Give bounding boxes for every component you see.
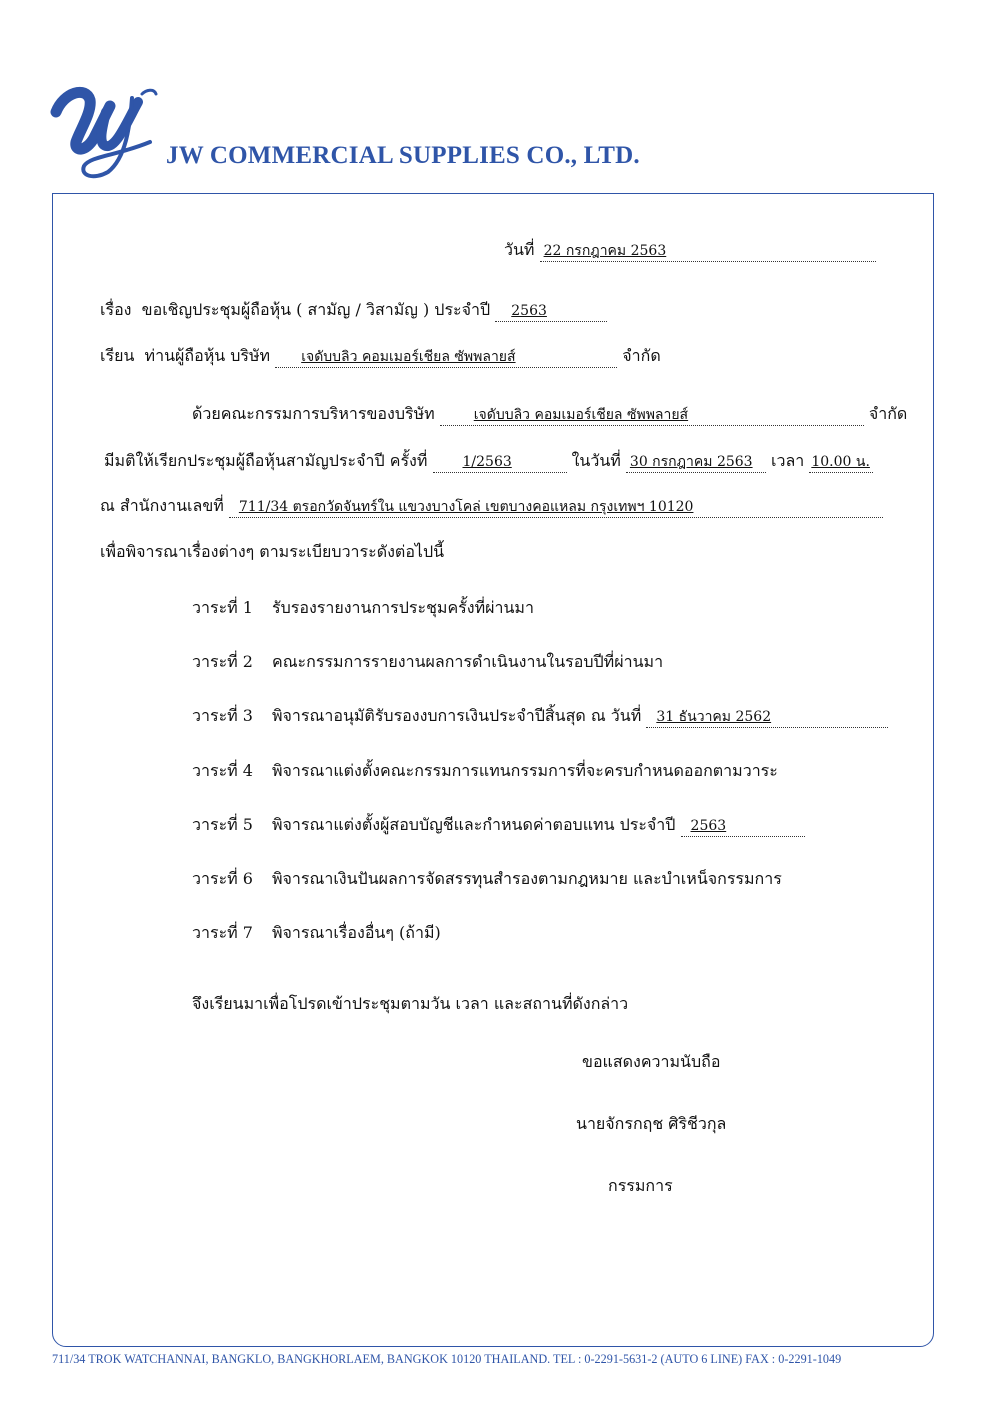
subject-line: [100, 300, 607, 322]
agenda-text: [272, 815, 805, 837]
paragraph-line-2: [104, 451, 873, 473]
signer-name: นายจักรกฤช ศิริชีวกุล: [576, 1114, 727, 1133]
to-suffix: จำกัด: [622, 346, 661, 365]
date-line: [504, 240, 876, 262]
address-field: 711/34 ตรอกวัดจันทร์ใน แขวงบางโคล่ เขตบางคอแหลม กรุงเทพฯ 10120: [229, 497, 883, 518]
agenda-number: วาระที่ 5: [192, 815, 253, 834]
para1-company-field: เจดับบลิว คอมเมอร์เชียล ซัพพลายส์: [440, 405, 864, 426]
subject-label: เรื่อง: [100, 300, 132, 319]
agenda-text: [272, 923, 441, 943]
agenda-text: [272, 652, 663, 672]
agenda-text-label: รับรองรายงานการประชุมครั้งที่ผ่านมา: [272, 598, 534, 617]
time-label: เวลา: [771, 451, 805, 470]
company-logo-icon: [46, 72, 162, 184]
agenda-text: [272, 598, 534, 618]
agenda-text-label: พิจารณาอนุมัติรับรองงบการเงินประจำปีสิ้นสุด ณ วันที่: [272, 706, 642, 725]
subject-year-field: 2563: [495, 301, 607, 322]
signer-position: กรรมการ: [608, 1176, 673, 1195]
agenda-number: วาระที่ 3: [192, 706, 253, 725]
agenda-text-label: คณะกรรมการรายงานผลการดำเนินงานในรอบปีที่ผ่านมา: [272, 652, 664, 671]
to-label: เรียน: [100, 346, 135, 365]
agenda-fill-field: 31 ธันวาคม 2562: [646, 707, 888, 728]
company-name: JW COMMERCIAL SUPPLIES CO., LTD.: [166, 142, 640, 169]
agenda-text-label: พิจารณาเรื่องอื่นๆ (ถ้ามี): [272, 923, 441, 942]
to-text: ท่านผู้ถือหุ้น บริษัท: [144, 346, 271, 365]
meeting-date-field: 30 กรกฎาคม 2563: [626, 452, 766, 473]
meeting-no-field: 1/2563: [433, 452, 567, 473]
agenda-text-label: พิจารณาเงินปันผลการจัดสรรทุนสำรองตามกฎหมาย และบำเหน็จกรรมการ: [272, 869, 782, 888]
para3-prefix: ณ สำนักงานเลขที่: [100, 496, 224, 515]
agenda-text: [272, 706, 888, 728]
agenda-number: วาระที่ 6: [192, 869, 253, 888]
paragraph-line-4: เพื่อพิจารณาเรื่องต่างๆ ตามระเบียบวาระดังต่อไปนี้: [100, 542, 445, 561]
agenda-number: วาระที่ 1: [192, 598, 253, 617]
date-label: วันที่: [504, 240, 535, 259]
paragraph-line-1: [192, 404, 907, 426]
on-date-label: ในวันที่: [571, 451, 621, 470]
agenda-fill-field: 2563: [681, 816, 805, 837]
recipient-line: [100, 346, 661, 368]
para1-suffix: จำกัด: [868, 404, 908, 423]
to-company-field: เจดับบลิว คอมเมอร์เชียล ซัพพลายส์: [275, 347, 617, 368]
closing-invitation: จึงเรียนมาเพื่อโปรดเข้าประชุมตามวัน เวลา และสถานที่ดังกล่าว: [192, 994, 629, 1013]
paragraph-line-3: [100, 496, 883, 518]
agenda-number: วาระที่ 7: [192, 923, 253, 942]
agenda-number: วาระที่ 4: [192, 761, 253, 780]
agenda-text-label: พิจารณาแต่งตั้งผู้สอบบัญชีและกำหนดค่าตอบแทน ประจำปี: [272, 815, 676, 834]
agenda-text: [272, 869, 782, 889]
date-value-field: 22 กรกฎาคม 2563: [540, 241, 876, 262]
para2-prefix: มีมติให้เรียกประชุมผู้ถือหุ้นสามัญประจำปี ครั้งที่: [104, 451, 428, 470]
para1-prefix: ด้วยคณะกรรมการบริหารของบริษัท: [192, 404, 435, 423]
closing-regards: ขอแสดงความนับถือ: [582, 1052, 721, 1071]
subject-text: ขอเชิญประชุมผู้ถือหุ้น ( สามัญ / วิสามัญ ) ประจำปี: [141, 300, 491, 319]
footer-address: 711/34 TROK WATCHANNAI, BANGKLO, BANGKHORLAEM, BANGKOK 10120 THAILAND. TEL : 0-2291-5631-2 (AUTO 6 LINE) FAX : 0-2291-1049: [52, 1352, 842, 1366]
agenda-text-label: พิจารณาแต่งตั้งคณะกรรมการแทนกรรมการที่จะครบกำหนดออกตามวาระ: [272, 761, 778, 780]
meeting-time-field: 10.00 น.: [809, 452, 873, 473]
agenda-number: วาระที่ 2: [192, 652, 253, 671]
agenda-text: [272, 761, 778, 781]
